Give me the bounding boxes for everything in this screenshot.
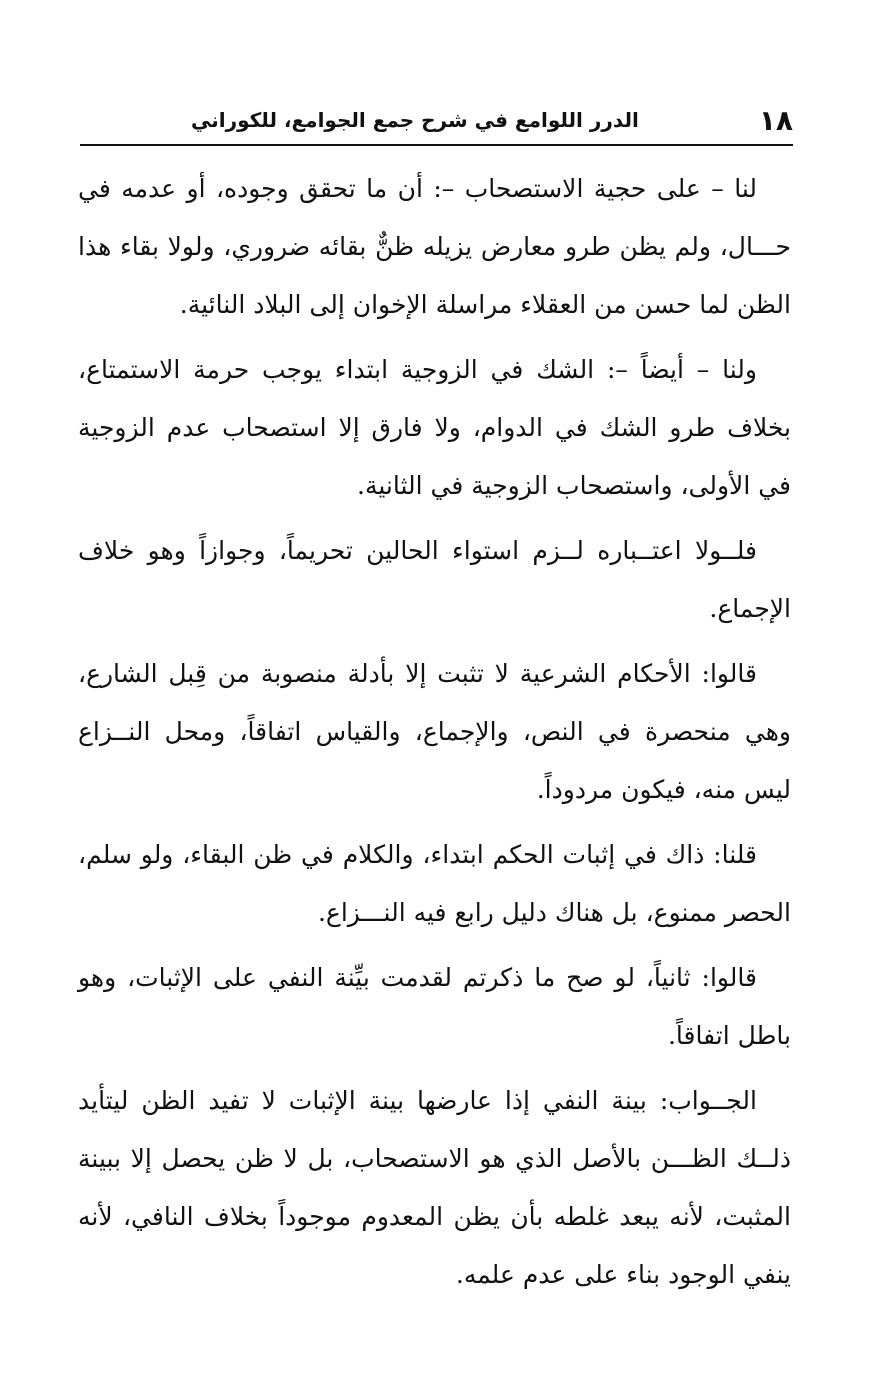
header-rule <box>80 144 793 146</box>
body-text <box>78 160 791 1311</box>
paragraph: فلــولا اعتــباره لــزم استواء الحالين تحريماً، وجوازاً وهو خلاف الإجماع. <box>78 536 791 623</box>
paragraph: ولنا – أيضاً –: الشك في الزوجية ابتداء يوجب حرمة الاستمتاع، بخلاف طرو الشك في الدوام، ولا فارق إلا استصحاب عدم الزوجية في الأولى، واستصحاب الزوجية في الثانية. <box>78 355 791 500</box>
page-number: ١٨ <box>758 103 793 137</box>
paragraph: لنا – على حجية الاستصحاب –: أن ما تحقق وجوده، أو عدمه في حـــال، ولم يظن طرو معارض يزيله ظنٌّ بقائه ضروري، ولولا بقاء هذا الظن لما حسن من العقلاء مراسلة الإخوان إلى البلاد النائية. <box>78 174 791 319</box>
paragraph: قالوا: ثانياً، لو صح ما ذكرتم لقدمت بيِّنة النفي على الإثبات، وهو باطل اتفاقاً. <box>78 963 791 1050</box>
paragraph: قالوا: الأحكام الشرعية لا تثبت إلا بأدلة منصوبة من قِبل الشارع، وهي منحصرة في النص، والإجماع، والقياس اتفاقاً، ومحل النــزاع ليس منه، فيكون مردوداً. <box>78 659 791 804</box>
running-title: الدرر اللوامع في شرح جمع الجوامع، للكوراني <box>191 108 639 132</box>
paragraph: قلنا: ذاك في إثبات الحكم ابتداء، والكلام في ظن البقاء، ولو سلم، الحصر ممنوع، بل هناك دليل رابع فيه النـــزاع. <box>78 840 791 927</box>
paragraph: الجــواب: بينة النفي إذا عارضها بينة الإثبات لا تفيد الظن ليتأيد ذلــك الظـــن بالأصل الذي هو الاستصحاب، بل لا ظن يحصل إلا ببينة المثبت، لأنه يبعد غلطه بأن يظن المعدوم موجوداً بخلاف النافي، لأنه ينفي الوجود بناء على عدم علمه. <box>78 1086 791 1289</box>
page-header <box>82 98 793 142</box>
